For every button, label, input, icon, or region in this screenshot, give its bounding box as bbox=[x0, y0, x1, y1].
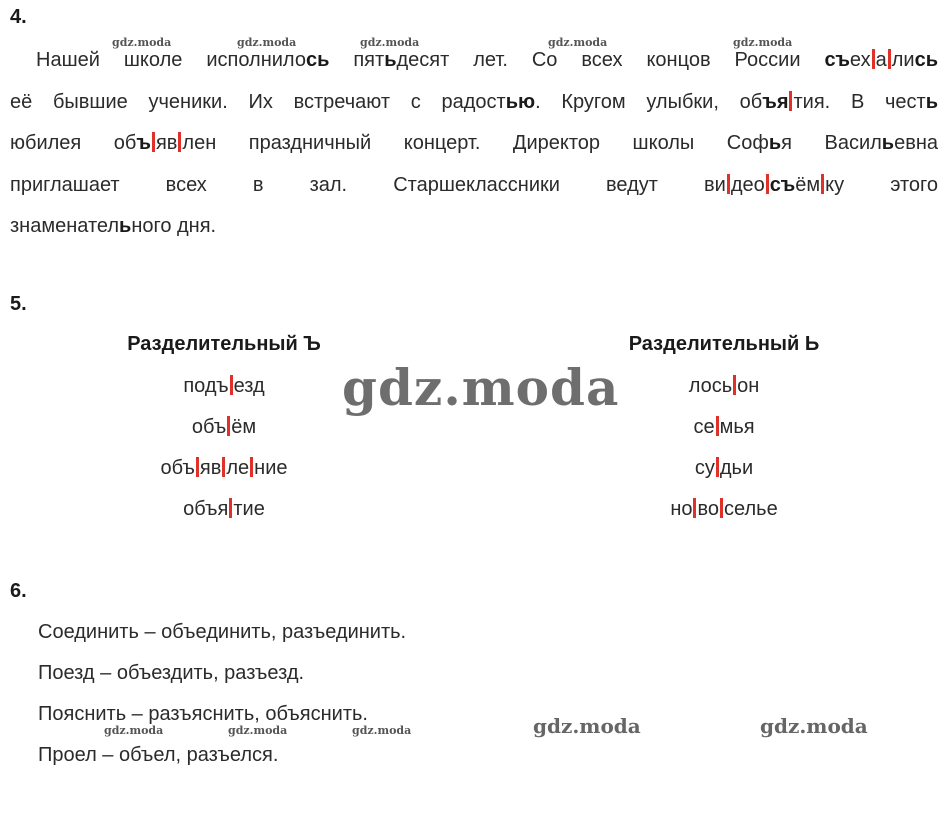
watermark-small: gdz.moda bbox=[104, 724, 164, 737]
answer-line: Пояснить – разъяснить, объяснить. bbox=[38, 703, 368, 725]
highlighted-letters: съ bbox=[824, 49, 850, 71]
word-item: объ яв ле ние bbox=[160, 457, 288, 479]
watermark-medium: gdz.moda bbox=[533, 714, 641, 738]
word-item: су дьи bbox=[694, 457, 754, 479]
syllable-divider bbox=[196, 457, 199, 477]
watermark-small: gdz.moda bbox=[548, 36, 608, 49]
syllable-divider bbox=[720, 498, 723, 518]
answer-line: Поезд – объездить, разъезд. bbox=[38, 662, 305, 684]
word-item: но во селье bbox=[670, 498, 778, 520]
exercise-4-number: 4. bbox=[10, 6, 27, 28]
answer-line: Проел – объел, разъелся. bbox=[38, 744, 279, 766]
watermark-medium: gdz.moda bbox=[760, 714, 868, 738]
syllable-divider bbox=[178, 132, 181, 152]
syllable-divider bbox=[789, 91, 792, 111]
highlighted-letters: ъя bbox=[762, 90, 789, 113]
highlighted-letters: ь bbox=[925, 90, 939, 113]
word-item: лось он bbox=[688, 375, 760, 397]
highlighted-letters: ь bbox=[119, 215, 132, 237]
text-line: приглашает всех в зал. Старшеклассники ведут ви део съём ку этого bbox=[10, 173, 938, 196]
word-item: объ ём bbox=[191, 416, 257, 438]
text-line: её бывшие ученики. Их встречают с радостью. Кругом улыбки, объя тия. В честь bbox=[10, 90, 939, 113]
column-soft-sign-words bbox=[584, 366, 864, 530]
highlighted-letters: ь bbox=[384, 49, 397, 71]
word-item: се мья bbox=[693, 416, 755, 438]
syllable-divider bbox=[821, 174, 824, 194]
syllable-divider bbox=[229, 498, 232, 518]
syllable-divider bbox=[888, 49, 891, 69]
syllable-divider bbox=[222, 457, 225, 477]
column-hard-sign-heading: Разделительный Ъ bbox=[127, 333, 321, 355]
watermark-large: gdz.moda bbox=[342, 358, 620, 417]
exercise-4-text bbox=[10, 40, 938, 248]
text-line: юбилея объ яв лен праздничный концерт. Директор школы Софья Васильевна bbox=[10, 132, 939, 154]
highlighted-letters: ь bbox=[768, 132, 782, 154]
syllable-divider bbox=[727, 174, 730, 194]
syllable-divider bbox=[693, 498, 696, 518]
exercise-5-number: 5. bbox=[10, 293, 27, 315]
watermark-small: gdz.moda bbox=[112, 36, 172, 49]
word-item: подъ езд bbox=[183, 375, 265, 397]
syllable-divider bbox=[250, 457, 253, 477]
highlighted-letters: съ bbox=[769, 173, 796, 196]
highlighted-letters: сь bbox=[305, 49, 330, 71]
syllable-divider bbox=[230, 375, 233, 395]
text-line: знаменательного дня. bbox=[10, 215, 217, 237]
watermark-small: gdz.moda bbox=[352, 724, 412, 737]
exercise-6-answers bbox=[38, 612, 406, 776]
syllable-divider bbox=[227, 416, 230, 436]
syllable-divider bbox=[733, 375, 736, 395]
text-line: Нашей школе исполнилось пятьдесят лет. Со всех концов России съех а лись bbox=[36, 49, 938, 71]
highlighted-letters: ью bbox=[505, 90, 536, 113]
watermark-small: gdz.moda bbox=[228, 724, 288, 737]
syllable-divider bbox=[152, 132, 155, 152]
syllable-divider bbox=[766, 174, 769, 194]
answer-line: Соединить – объединить, разъединить. bbox=[38, 621, 407, 643]
syllable-divider bbox=[716, 416, 719, 436]
highlighted-letters: сь bbox=[914, 49, 938, 71]
highlighted-letters: ъ bbox=[136, 132, 151, 154]
syllable-divider bbox=[716, 457, 719, 477]
watermark-small: gdz.moda bbox=[360, 36, 420, 49]
exercise-6-number: 6. bbox=[10, 580, 27, 602]
watermark-small: gdz.moda bbox=[733, 36, 793, 49]
column-hard-sign-words bbox=[84, 366, 364, 530]
word-item: объя тие bbox=[183, 498, 265, 520]
syllable-divider bbox=[872, 49, 875, 69]
watermark-small: gdz.moda bbox=[237, 36, 297, 49]
highlighted-letters: ь bbox=[881, 132, 895, 154]
column-soft-sign-heading: Разделительный Ь bbox=[628, 333, 820, 355]
